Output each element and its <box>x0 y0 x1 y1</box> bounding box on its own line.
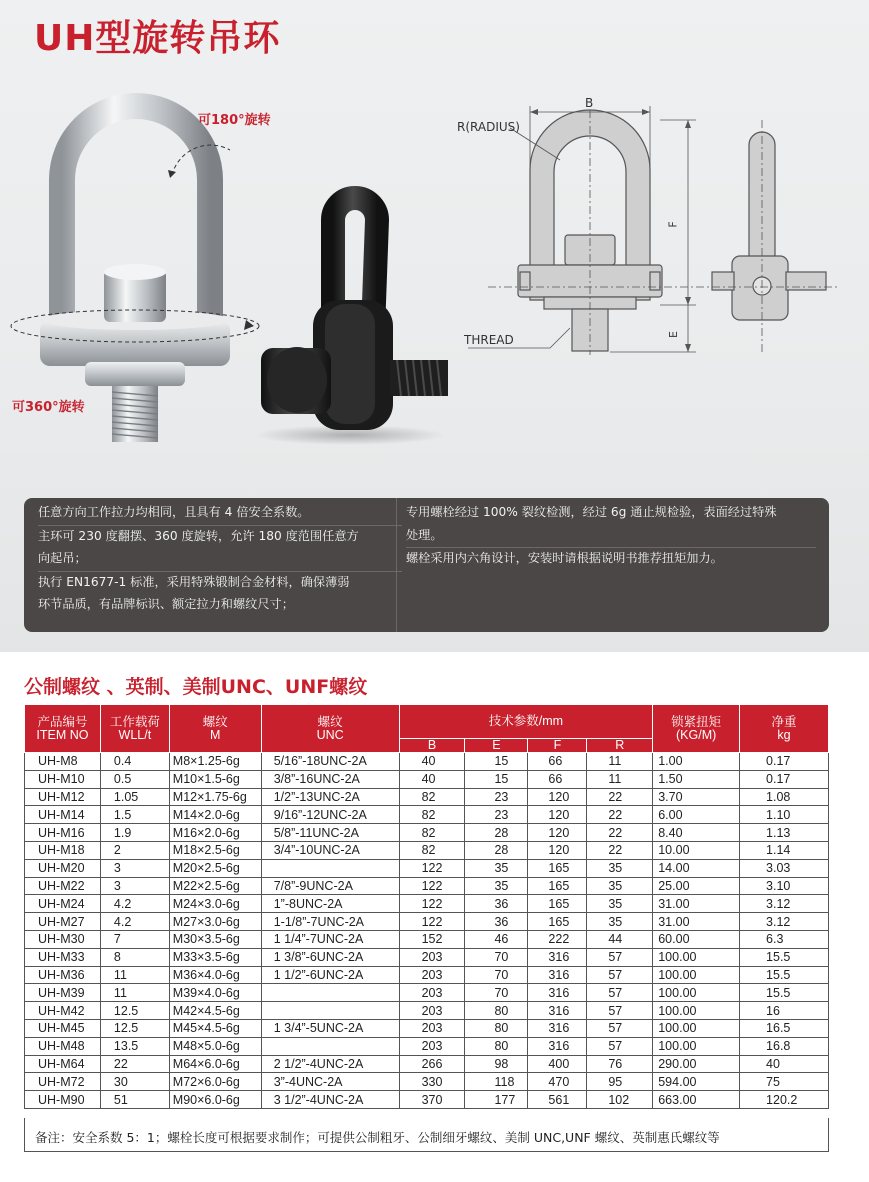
header-wll <box>100 705 169 753</box>
table-cell: 28 <box>465 841 528 859</box>
rotate-360-label: 可360°旋转 <box>12 400 85 415</box>
table-cell: 80 <box>465 1019 528 1037</box>
table-row <box>25 1019 829 1037</box>
table-cell: M42×4.5-6g <box>169 1002 261 1020</box>
header-e: E <box>465 739 528 753</box>
table-cell: 3”-4UNC-2A <box>261 1073 399 1091</box>
table-cell: M30×3.5-6g <box>169 930 261 948</box>
table-cell: 25.00 <box>653 877 740 895</box>
table-cell: 15.5 <box>740 984 829 1002</box>
header-thread-unc-en: UNC <box>316 727 344 742</box>
table-cell: UH-M18 <box>25 841 101 859</box>
table-row <box>25 948 829 966</box>
feature-line: 处理。 <box>406 527 443 542</box>
table-cell: UH-M42 <box>25 1002 101 1020</box>
table-cell: 57 <box>587 1002 653 1020</box>
table-cell: UH-M39 <box>25 984 101 1002</box>
table-cell: 203 <box>399 1019 465 1037</box>
table-cell: M90×6.0-6g <box>169 1091 261 1109</box>
table-cell: 0.4 <box>100 753 169 771</box>
spec-table <box>24 704 829 1109</box>
table-cell: UH-M33 <box>25 948 101 966</box>
table-cell: 3.12 <box>740 895 829 913</box>
table-row <box>25 753 829 771</box>
table-cell: 82 <box>399 806 465 824</box>
table-cell: 15.5 <box>740 948 829 966</box>
table-cell <box>261 984 399 1002</box>
table-cell: 120 <box>528 788 587 806</box>
table-cell: 316 <box>528 966 587 984</box>
table-cell: 1.08 <box>740 788 829 806</box>
table-cell: 102 <box>587 1091 653 1109</box>
table-cell: 7 <box>100 930 169 948</box>
table-cell: 22 <box>587 788 653 806</box>
table-cell: 36 <box>465 895 528 913</box>
table-cell: 95 <box>587 1073 653 1091</box>
table-cell: M24×3.0-6g <box>169 895 261 913</box>
table-cell: 80 <box>465 1037 528 1055</box>
table-cell: 82 <box>399 788 465 806</box>
table-row <box>25 913 829 931</box>
header-thread-unc <box>261 705 399 753</box>
table-cell: M27×3.0-6g <box>169 913 261 931</box>
table-cell: 100.00 <box>653 948 740 966</box>
table-cell: 0.17 <box>740 753 829 771</box>
table-cell: 16.8 <box>740 1037 829 1055</box>
table-cell: UH-M12 <box>25 788 101 806</box>
features-left-column <box>38 502 402 617</box>
table-cell: 3.03 <box>740 859 829 877</box>
table-cell: 330 <box>399 1073 465 1091</box>
table-cell: 70 <box>465 948 528 966</box>
table-cell: 13.5 <box>100 1037 169 1055</box>
table-cell: UH-M24 <box>25 895 101 913</box>
table-cell: 165 <box>528 913 587 931</box>
table-cell: 222 <box>528 930 587 948</box>
table-cell: 31.00 <box>653 895 740 913</box>
table-cell: UH-M14 <box>25 806 101 824</box>
table-cell: 100.00 <box>653 966 740 984</box>
table-cell: M14×2.0-6g <box>169 806 261 824</box>
table-cell: 22 <box>587 841 653 859</box>
table-cell: M10×1.5-6g <box>169 770 261 788</box>
feature-line: 环节品质，有品牌标识、额定拉力和螺纹尺寸； <box>38 597 294 611</box>
table-cell: 120.2 <box>740 1091 829 1109</box>
table-row <box>25 877 829 895</box>
header-wll-en: WLL/t <box>118 727 152 742</box>
table-cell: 122 <box>399 877 465 895</box>
table-cell: M20×2.5-6g <box>169 859 261 877</box>
table-cell: 7/8”-9UNC-2A <box>261 877 399 895</box>
table-cell: 1.9 <box>100 824 169 842</box>
table-cell: 1.13 <box>740 824 829 842</box>
features-panel <box>24 498 829 632</box>
table-cell: 316 <box>528 1019 587 1037</box>
table-cell: 30 <box>100 1073 169 1091</box>
table-cell: 6.3 <box>740 930 829 948</box>
header-torque-cn: 锁紧扭矩 <box>671 714 722 729</box>
table-cell: 35 <box>587 859 653 877</box>
table-cell: 70 <box>465 984 528 1002</box>
table-row <box>25 1002 829 1020</box>
table-cell: 5/8”-11UNC-2A <box>261 824 399 842</box>
table-cell: UH-M90 <box>25 1091 101 1109</box>
table-cell: 40 <box>740 1055 829 1073</box>
table-cell: 120 <box>528 841 587 859</box>
table-cell: 98 <box>465 1055 528 1073</box>
table-cell: 57 <box>587 984 653 1002</box>
feature-line: 专用螺栓经过 100% 裂纹检测，经过 6g 通止规检验，表面经过特殊 <box>406 505 777 519</box>
header-torque <box>653 705 740 753</box>
table-cell: 203 <box>399 948 465 966</box>
table-cell: M18×2.5-6g <box>169 841 261 859</box>
table-cell: M72×6.0-6g <box>169 1073 261 1091</box>
page-title: UH型旋转吊环 <box>34 18 281 59</box>
table-row <box>25 1091 829 1109</box>
table-cell: 316 <box>528 1002 587 1020</box>
table-cell <box>261 1002 399 1020</box>
table-cell: 60.00 <box>653 930 740 948</box>
table-cell: 118 <box>465 1073 528 1091</box>
table-cell: 8.40 <box>653 824 740 842</box>
header-thread-m-en: M <box>210 727 221 742</box>
table-cell: 22 <box>587 824 653 842</box>
table-cell: 51 <box>100 1091 169 1109</box>
table-row <box>25 770 829 788</box>
table-cell: M33×3.5-6g <box>169 948 261 966</box>
table-cell: UH-M64 <box>25 1055 101 1073</box>
spec-section-title: 公制螺纹 、英制、美制UNC、UNF螺纹 <box>24 676 368 698</box>
header-r: R <box>587 739 653 753</box>
header-thread-m <box>169 705 261 753</box>
header-thread-m-cn: 螺纹 <box>202 714 228 729</box>
table-cell: 203 <box>399 984 465 1002</box>
feature-line: 向起吊； <box>38 551 87 565</box>
table-cell: 3.10 <box>740 877 829 895</box>
table-cell: 100.00 <box>653 1019 740 1037</box>
table-row <box>25 1037 829 1055</box>
table-cell: 12.5 <box>100 1019 169 1037</box>
table-cell: 1/2”-13UNC-2A <box>261 788 399 806</box>
table-cell: 3.70 <box>653 788 740 806</box>
table-cell: 11 <box>587 770 653 788</box>
table-cell: 44 <box>587 930 653 948</box>
table-cell: 11 <box>587 753 653 771</box>
table-row <box>25 966 829 984</box>
table-row <box>25 824 829 842</box>
table-cell: 46 <box>465 930 528 948</box>
table-cell: 1.5 <box>100 806 169 824</box>
table-row <box>25 895 829 913</box>
feature-line: 螺栓采用内六角设计，安装时请根据说明书推荐扭矩加力。 <box>406 551 723 565</box>
table-cell: UH-M45 <box>25 1019 101 1037</box>
table-cell: 663.00 <box>653 1091 740 1109</box>
table-cell: 66 <box>528 770 587 788</box>
table-cell: 82 <box>399 841 465 859</box>
table-cell: 266 <box>399 1055 465 1073</box>
table-cell: 0.5 <box>100 770 169 788</box>
table-cell: 1 3/8”-6UNC-2A <box>261 948 399 966</box>
table-cell: 165 <box>528 859 587 877</box>
feature-line: 任意方向工作拉力均相同，且具有 4 倍安全系数。 <box>38 505 310 519</box>
table-cell: 9/16”-12UNC-2A <box>261 806 399 824</box>
table-cell: 4.2 <box>100 895 169 913</box>
table-cell: 35 <box>587 913 653 931</box>
header-torque-en: (KG/M) <box>676 727 717 742</box>
table-cell: 35 <box>587 877 653 895</box>
table-cell: 22 <box>100 1055 169 1073</box>
table-cell: M22×2.5-6g <box>169 877 261 895</box>
table-cell: M48×5.0-6g <box>169 1037 261 1055</box>
table-cell: 203 <box>399 1037 465 1055</box>
table-cell: 12.5 <box>100 1002 169 1020</box>
table-cell: 35 <box>465 859 528 877</box>
table-cell: 1.05 <box>100 788 169 806</box>
table-cell: 3/4”-10UNC-2A <box>261 841 399 859</box>
table-cell: 6.00 <box>653 806 740 824</box>
table-cell: 1.50 <box>653 770 740 788</box>
header-product-en: ITEM NO <box>36 727 89 742</box>
feature-line: 主环可 230 度翻摆、360 度旋转，允许 180 度范围任意方 <box>38 528 359 543</box>
table-cell: 0.17 <box>740 770 829 788</box>
table-cell: 5/16”-18UNC-2A <box>261 753 399 771</box>
rotate-180-label: 可180°旋转 <box>198 113 271 128</box>
table-cell: 177 <box>465 1091 528 1109</box>
table-cell: 15 <box>465 770 528 788</box>
header-f: F <box>528 739 587 753</box>
table-cell: 122 <box>399 859 465 877</box>
table-cell: 80 <box>465 1002 528 1020</box>
table-cell: 23 <box>465 806 528 824</box>
table-cell: 82 <box>399 824 465 842</box>
table-cell: M45×4.5-6g <box>169 1019 261 1037</box>
radius-label: R(RADIUS) <box>457 120 520 134</box>
table-row <box>25 841 829 859</box>
table-cell: UH-M48 <box>25 1037 101 1055</box>
table-cell: M39×4.0-6g <box>169 984 261 1002</box>
table-cell: 40 <box>399 753 465 771</box>
table-cell: 470 <box>528 1073 587 1091</box>
table-cell: 203 <box>399 1002 465 1020</box>
table-cell: 57 <box>587 1019 653 1037</box>
table-cell: 35 <box>587 895 653 913</box>
header-tech: 技术参数/mm <box>399 705 653 739</box>
table-cell: 57 <box>587 1037 653 1055</box>
header-thread-unc-cn: 螺纹 <box>317 714 343 729</box>
table-cell: 165 <box>528 895 587 913</box>
table-cell: 594.00 <box>653 1073 740 1091</box>
table-cell: UH-M16 <box>25 824 101 842</box>
table-cell: M36×4.0-6g <box>169 966 261 984</box>
table-cell: UH-M30 <box>25 930 101 948</box>
table-cell: 22 <box>587 806 653 824</box>
table-note: 备注：安全系数 5：1；螺栓长度可根据要求制作；可提供公制粗牙、公制细牙螺纹、美制 UNC,UNF 螺纹、英制惠氏螺纹等 <box>24 1118 829 1152</box>
table-cell: 3/8”-16UNC-2A <box>261 770 399 788</box>
table-cell: 16.5 <box>740 1019 829 1037</box>
table-cell: 120 <box>528 824 587 842</box>
table-cell: 316 <box>528 948 587 966</box>
table-cell: 1.00 <box>653 753 740 771</box>
header-product <box>25 705 101 753</box>
table-cell: 100.00 <box>653 984 740 1002</box>
table-cell: 290.00 <box>653 1055 740 1073</box>
table-cell: 1”-8UNC-2A <box>261 895 399 913</box>
table-cell: UH-M10 <box>25 770 101 788</box>
table-cell: 75 <box>740 1073 829 1091</box>
table-cell: 152 <box>399 930 465 948</box>
table-cell: UH-M72 <box>25 1073 101 1091</box>
table-cell: 1 3/4”-5UNC-2A <box>261 1019 399 1037</box>
header-weight <box>740 705 829 753</box>
table-cell: UH-M22 <box>25 877 101 895</box>
table-cell: 1 1/2”-6UNC-2A <box>261 966 399 984</box>
table-cell: 120 <box>528 806 587 824</box>
table-cell <box>261 1037 399 1055</box>
table-cell: 165 <box>528 877 587 895</box>
table-cell: 11 <box>100 966 169 984</box>
table-cell: 4.2 <box>100 913 169 931</box>
table-cell: UH-M36 <box>25 966 101 984</box>
table-cell: 2 <box>100 841 169 859</box>
table-row <box>25 788 829 806</box>
table-cell: M12×1.75-6g <box>169 788 261 806</box>
spec-table-body <box>25 753 829 1109</box>
table-cell: 8 <box>100 948 169 966</box>
table-cell: 1.14 <box>740 841 829 859</box>
table-cell: 14.00 <box>653 859 740 877</box>
table-row <box>25 984 829 1002</box>
table-row <box>25 1073 829 1091</box>
table-row <box>25 930 829 948</box>
table-cell: 100.00 <box>653 1002 740 1020</box>
table-cell: 66 <box>528 753 587 771</box>
table-cell: 57 <box>587 948 653 966</box>
table-cell: 10.00 <box>653 841 740 859</box>
header-b: B <box>399 739 465 753</box>
table-cell: UH-M20 <box>25 859 101 877</box>
table-cell: 28 <box>465 824 528 842</box>
table-cell: 3 1/2”-4UNC-2A <box>261 1091 399 1109</box>
table-cell: M64×6.0-6g <box>169 1055 261 1073</box>
table-cell: 70 <box>465 966 528 984</box>
table-row <box>25 806 829 824</box>
header-product-cn: 产品编号 <box>37 714 88 729</box>
table-cell: 40 <box>399 770 465 788</box>
table-cell: 1 1/4”-7UNC-2A <box>261 930 399 948</box>
feature-line: 执行 EN1677-1 标准，采用特殊锻制合金材料，确保薄弱 <box>38 574 350 589</box>
header-weight-en: kg <box>777 727 791 742</box>
table-cell: M16×2.0-6g <box>169 824 261 842</box>
thread-label: THREAD <box>464 333 514 347</box>
table-cell: 400 <box>528 1055 587 1073</box>
table-cell: 35 <box>465 877 528 895</box>
table-cell: 11 <box>100 984 169 1002</box>
table-cell: 3 <box>100 859 169 877</box>
table-cell: 316 <box>528 984 587 1002</box>
table-cell: M8×1.25-6g <box>169 753 261 771</box>
table-cell: 2 1/2”-4UNC-2A <box>261 1055 399 1073</box>
table-cell: 100.00 <box>653 1037 740 1055</box>
table-cell: 31.00 <box>653 913 740 931</box>
table-cell: 122 <box>399 913 465 931</box>
table-cell: 36 <box>465 913 528 931</box>
table-cell: 15.5 <box>740 966 829 984</box>
table-cell: 15 <box>465 753 528 771</box>
table-cell: 57 <box>587 966 653 984</box>
table-cell: 76 <box>587 1055 653 1073</box>
dimension-e-label: E <box>666 331 680 338</box>
features-right-column <box>406 502 816 571</box>
table-row <box>25 859 829 877</box>
table-cell: 122 <box>399 895 465 913</box>
header-wll-cn: 工作载荷 <box>109 714 160 729</box>
table-cell: 561 <box>528 1091 587 1109</box>
black-hoist-ring-image <box>255 180 465 450</box>
table-cell: UH-M8 <box>25 753 101 771</box>
table-cell: 370 <box>399 1091 465 1109</box>
table-cell: 23 <box>465 788 528 806</box>
table-cell: 1.10 <box>740 806 829 824</box>
header-weight-cn: 净重 <box>771 714 797 729</box>
table-cell: 316 <box>528 1037 587 1055</box>
table-cell: 203 <box>399 966 465 984</box>
table-cell: 16 <box>740 1002 829 1020</box>
table-cell: 1-1/8”-7UNC-2A <box>261 913 399 931</box>
dimension-b-label: B <box>585 96 594 110</box>
dimension-f-label: F <box>666 221 680 228</box>
table-cell <box>261 859 399 877</box>
table-cell: UH-M27 <box>25 913 101 931</box>
table-cell: 3.12 <box>740 913 829 931</box>
table-row <box>25 1055 829 1073</box>
table-cell: 3 <box>100 877 169 895</box>
